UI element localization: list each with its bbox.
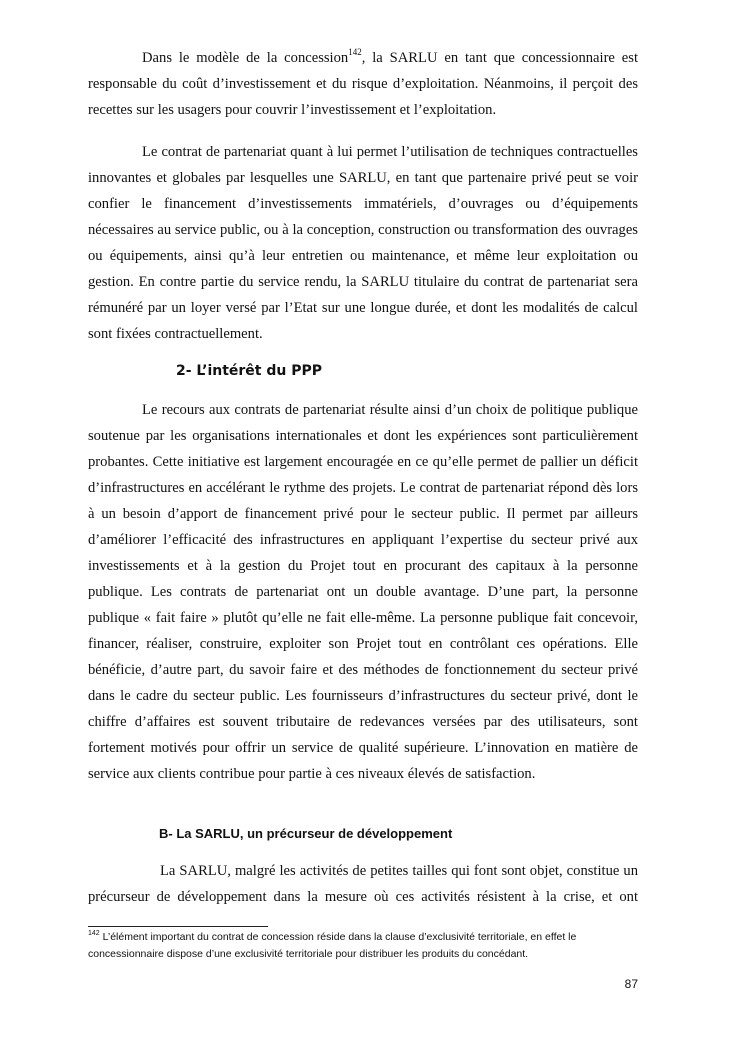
paragraph-sarlu-precursor: La SARLU, malgré les activités de petites tailles qui font sont objet, constitue un précurseur de développement dans la mesure où ces activités résistent à la crise, et ont (88, 863, 638, 905)
subheading-ppp-interest: 2- L’intérêt du PPP (176, 363, 323, 379)
footnote-text: L’élément important du contrat de concession réside dans la clause d’exclusivité territoriale, en effet le concessionnaire dispose d’une exclusivité territoriale pour distribuer les produits du concédant. (88, 931, 577, 960)
footnote-number: 142 (88, 930, 100, 937)
footnote-reference[interactable]: 142 (348, 47, 362, 57)
paragraph-concession-model (88, 45, 638, 123)
section-heading-sarlu-precursor: B- La SARLU, un précurseur de développement (159, 826, 453, 841)
footnote-separator (88, 926, 268, 927)
paragraph-partnership-contract: Le contrat de partenariat quant à lui permet l’utilisation de techniques contractuelles innovantes et globales par lesquelles une SARLU, en tant que partenaire privé peut se voir confier le financement d’investissements immatériels, d’ouvrages ou d’équipements nécessaires au service public, ou à la conception, construction ou transformation des ouvrages ou équipements, ainsi qu’à leur entretien ou maintenance, et même leur exploitation ou gestion. En contre partie du service rendu, la SARLU titulaire du contrat de partenariat sera rémunéré par un loyer versé par l’Etat sur une longue durée, et dont les modalités de calcul sont fixées contractuellement. (88, 144, 638, 342)
paragraph-text: Dans le modèle de la concession (142, 50, 349, 66)
paragraph-ppp-recourse: Le recours aux contrats de partenariat résulte ainsi d’un choix de politique publique soutenue par les organisations internationales et dont les expériences sont particulièrement probantes. Cette initiative est largement encouragée en ce qu’elle permet de pallier un déficit d’infrastructures en accélérant le rythme des projets. Le contrat de partenariat répond dès lors à un besoin d’apport de financement privé pour le secteur public. Il permet par ailleurs d’améliorer l’efficacité des infrastructures en appliquant l’expertise du secteur privé aux investissements et à la gestion du Projet tout en procurant des capitaux à la personne publique. Les contrats de partenariat ont un double avantage. D’une part, la personne publique « fait faire » plutôt qu’elle ne fait elle-même. La personne publique fait concevoir, financer, réaliser, construire, exploiter son Projet tout en contrôlant ces opérations. Elle bénéficie, d’autre part, du savoir faire et des méthodes de fonctionnement du secteur privé dans le cadre du secteur public. Les fournisseurs d’infrastructures du secteur privé, dont le chiffre d’affaires est souvent tributaire de redevances versées par des utilisateurs, sont fortement motivés pour offrir un service de qualité supérieure. L’innovation en matière de service aux clients contribue pour partie à ces niveaux élevés de satisfaction. (88, 402, 638, 782)
footnote (88, 929, 638, 963)
page-number: 87 (624, 977, 638, 991)
paragraph-text: , la SARLU en tant que concessionnaire est responsable du coût d’investissement et du risque d’exploitation. Néanmoins, il perçoit des recettes sur les usagers pour couvrir l’investissement et l’exploitation. (88, 50, 638, 118)
